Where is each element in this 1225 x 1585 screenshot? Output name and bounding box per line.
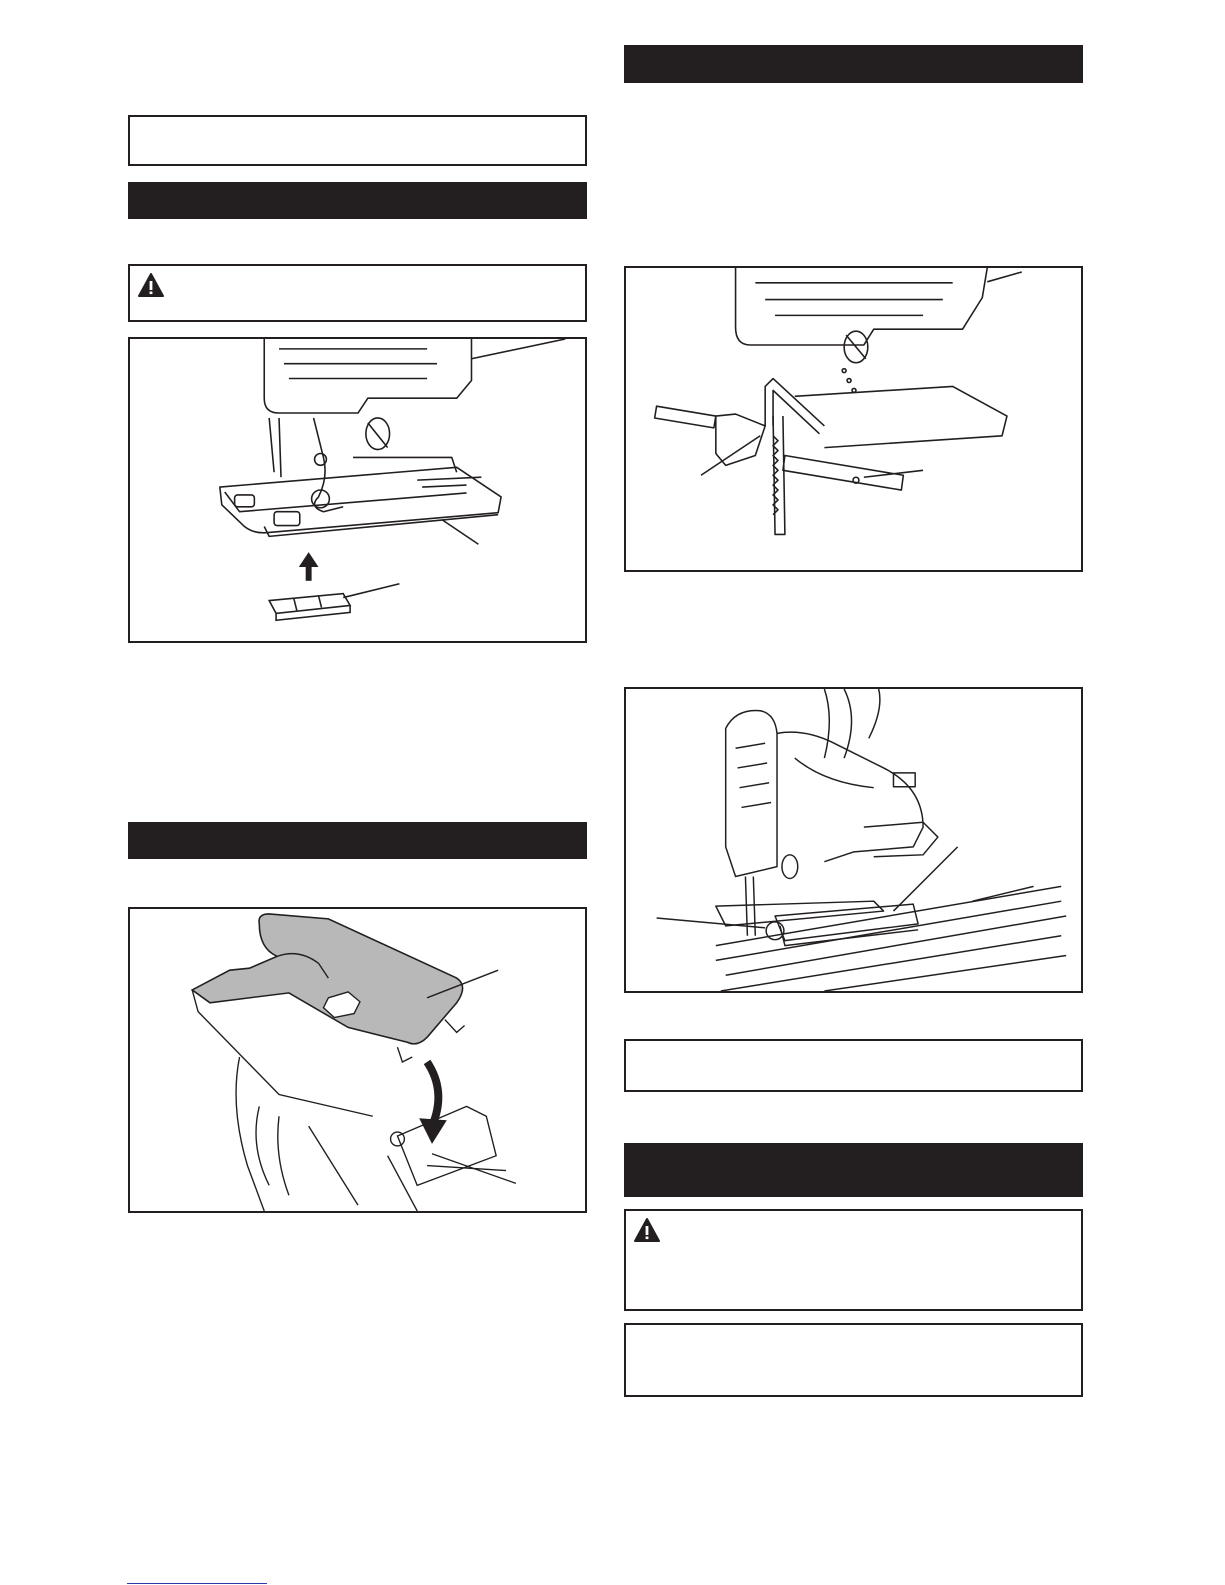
figure-2-illustration [130, 909, 585, 1211]
caution-box-2 [624, 1209, 1083, 1311]
section-header-bar-1 [128, 182, 587, 219]
section-header-bar-2 [128, 822, 587, 859]
section-header-bar-3 [624, 45, 1083, 83]
note-box-3 [624, 1323, 1083, 1397]
figure-4-illustration [626, 689, 1081, 991]
caution-box-1 [128, 264, 587, 322]
warning-triangle-icon [137, 272, 165, 298]
warning-triangle-icon [633, 1217, 661, 1243]
figure-cover-plate [128, 907, 587, 1213]
figure-3-illustration [626, 268, 1081, 570]
note-box-2 [624, 1039, 1083, 1092]
figure-1-illustration [130, 339, 585, 641]
figure-anti-splintering-device [128, 337, 587, 643]
figure-guide-rail [624, 687, 1083, 993]
section-header-bar-4 [624, 1143, 1083, 1197]
note-box-1 [128, 115, 587, 166]
figure-rip-fence [624, 266, 1083, 572]
